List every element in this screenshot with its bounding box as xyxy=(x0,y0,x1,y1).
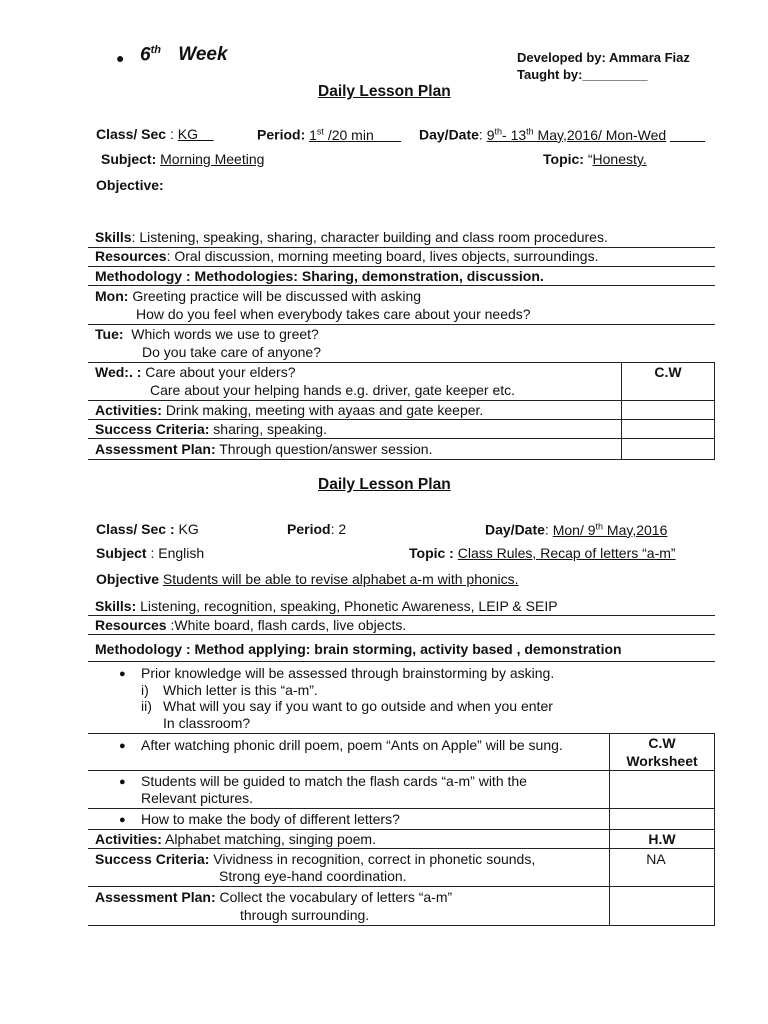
plan2-bullet1-ii-a: What will you say if you want to go outside and when you enter xyxy=(163,698,553,714)
plan2-assessment-a: Collect the vocabulary of letters “a-m” xyxy=(219,889,453,905)
plan1-table-edge xyxy=(714,362,715,459)
plan1-assessment-value: Through question/answer session. xyxy=(219,441,433,457)
plan1-objective-label: Objective: xyxy=(96,177,164,193)
plan2-rule xyxy=(88,770,715,771)
plan1-title: Daily Lesson Plan xyxy=(318,83,451,100)
week-sup: th xyxy=(150,44,161,56)
taught-by-blank: _________ xyxy=(582,67,648,82)
plan1-skills xyxy=(95,229,608,245)
plan1-subject-value: Morning Meeting xyxy=(160,151,265,167)
bullet-icon: ● xyxy=(119,776,126,788)
plan2-success-b: Strong eye-hand coordination. xyxy=(219,868,407,884)
plan1-day-b: - 13 xyxy=(502,126,527,143)
plan2-class-label: Class/ Sec : xyxy=(96,521,175,537)
plan2-rule xyxy=(88,848,715,849)
plan2-day: Day/Date: Mon/ 9th May,2016 xyxy=(485,521,668,538)
plan2-assessment-b: through surrounding. xyxy=(240,907,370,923)
plan2-assessment xyxy=(95,889,452,905)
plan2-rule xyxy=(88,733,715,734)
week-heading xyxy=(140,44,228,66)
plan1-resources xyxy=(95,248,598,264)
plan2-assessment-label: Assessment Plan: xyxy=(95,889,216,905)
plan2-na: NA xyxy=(646,851,666,867)
plan2-class xyxy=(96,521,199,537)
plan1-wed-line2: Care about your helping hands e.g. driver, gate keeper etc. xyxy=(150,382,516,398)
plan2-topic-label: Topic : xyxy=(409,545,454,561)
plan2-subject-label: Subject xyxy=(96,545,147,561)
plan1-day-sup1: th xyxy=(494,126,503,136)
plan1-topic xyxy=(543,151,647,167)
plan2-period xyxy=(287,521,346,537)
plan1-period-label: Period: xyxy=(257,126,306,143)
plan2-objective-value: Students will be able to revise alphabet a-m with phonics. xyxy=(162,571,519,587)
plan2-skills xyxy=(95,598,558,614)
plan1-success-value: sharing, speaking. xyxy=(213,421,327,437)
plan1-day-sup2: th xyxy=(526,126,534,136)
plan2-rule xyxy=(88,925,715,926)
plan2-topic xyxy=(409,545,676,561)
plan2-skills-value: Listening, recognition, speaking, Phonetic Awareness, LEIP & SEIP xyxy=(140,598,558,614)
bullet-icon: ● xyxy=(119,668,126,680)
plan2-methodology: Methodology : Method applying: brain storming, activity based , demonstration xyxy=(95,641,622,657)
plan2-bullet2: After watching phonic drill poem, poem “Ants on Apple” will be sung. xyxy=(141,737,563,753)
plan2-worksheet: Worksheet xyxy=(626,753,698,769)
plan1-skills-label: Skills xyxy=(95,229,132,245)
plan2-bullet4: How to make the body of different letters? xyxy=(141,811,400,827)
plan1-wed xyxy=(95,364,296,380)
plan2-activities-value: Alphabet matching, singing poem. xyxy=(165,831,376,847)
plan2-bullet1-ii-b: In classroom? xyxy=(163,715,251,731)
taught-by-label: Taught by: xyxy=(517,67,583,82)
plan2-rule xyxy=(88,808,715,809)
plan1-success-label: Success Criteria: xyxy=(95,421,210,437)
plan1-resources-label: Resources xyxy=(95,248,167,264)
plan2-bullet1-i: Which letter is this “a-m”. xyxy=(163,682,318,698)
plan2-resources-value: :White board, flash cards, live objects. xyxy=(170,617,407,633)
developed-by: Developed by: Ammara Fiaz xyxy=(517,50,690,65)
plan2-success xyxy=(95,851,535,867)
plan1-tue-label: Tue: xyxy=(95,326,124,342)
plan1-mon-label: Mon: xyxy=(95,288,129,304)
plan2-skills-label: Skills: xyxy=(95,598,137,614)
plan1-skills-value: : Listening, speaking, sharing, character building and class room procedures. xyxy=(131,229,608,245)
plan1-day-label: Day/Date xyxy=(419,126,479,143)
plan2-table-edge xyxy=(714,733,715,925)
plan2-activities xyxy=(95,831,376,847)
plan2-success-a: Vividness in recognition, correct in phonetic sounds, xyxy=(213,851,536,867)
bullet-icon: ● xyxy=(116,50,125,66)
plan2-rule xyxy=(88,661,715,662)
plan1-resources-value: : Oral discussion, morning meeting board, lives objects, surroundings. xyxy=(166,248,599,264)
plan2-rule xyxy=(88,634,715,635)
plan1-topic-value: Honesty. xyxy=(592,151,647,167)
plan1-rule xyxy=(88,324,715,325)
week-word: Week xyxy=(178,44,228,66)
plan1-assessment xyxy=(95,441,432,457)
plan2-resources xyxy=(95,617,406,633)
plan1-subject-label: Subject: xyxy=(101,151,157,167)
plan1-methodology: Methodology : Methodologies: Sharing, demonstration, discussion. xyxy=(95,268,544,284)
plan2-topic-value: Class Rules, Recap of letters “a-m” xyxy=(457,545,676,561)
taught-by xyxy=(517,67,648,82)
plan1-mon-line2: How do you feel when everybody takes care about your needs? xyxy=(136,306,531,322)
plan2-rule xyxy=(88,829,715,830)
plan2-objective-label: Objective xyxy=(96,571,160,587)
bullet-icon: ● xyxy=(119,814,126,826)
plan2-bullet1: Prior knowledge will be assessed through brainstorming by asking. xyxy=(141,665,555,681)
plan1-period-a: 1 xyxy=(309,126,317,143)
plan1-day-a: 9 xyxy=(486,126,495,143)
plan1-success xyxy=(95,421,327,437)
plan1-class-value: KG xyxy=(177,126,198,142)
plan2-bullet3-a: Students will be guided to match the flash cards “a-m” with the xyxy=(141,773,527,789)
plan2-hw: H.W xyxy=(648,831,676,847)
plan1-activities-label: Activities: xyxy=(95,402,162,418)
plan2-bullet3-b: Relevant pictures. xyxy=(141,790,254,806)
plan2-objective xyxy=(96,571,519,587)
plan1-wed-line1: Care about your elders? xyxy=(145,364,296,380)
plan2-success-label: Success Criteria: xyxy=(95,851,210,867)
plan1-tue xyxy=(95,326,319,342)
plan2-subject-value: : English xyxy=(150,545,205,561)
plan2-day-b: May,2016 xyxy=(603,521,668,538)
plan2-period-value: : 2 xyxy=(330,521,347,537)
plan2-bullet1-i-num: i) xyxy=(141,682,149,698)
plan1-topic-quote: “ xyxy=(587,151,593,167)
plan1-period-sup: st xyxy=(316,126,324,136)
plan2-activities-label: Activities: xyxy=(95,831,162,847)
plan1-tue-line1: Which words we use to greet? xyxy=(131,326,319,342)
plan1-mon xyxy=(95,288,421,304)
plan2-day-a: Mon/ 9 xyxy=(552,521,596,538)
plan2-rule xyxy=(88,886,715,887)
plan1-wed-cw: C.W xyxy=(654,364,682,380)
plan1-class-label: Class/ Sec xyxy=(96,126,167,142)
plan2-bullet1-ii-num: ii) xyxy=(141,698,152,714)
plan1-mon-line1: Greeting practice will be discussed with asking xyxy=(132,288,422,304)
plan2-rule xyxy=(88,615,715,616)
plan2-day-label: Day/Date xyxy=(485,521,545,538)
plan1-activities xyxy=(95,402,483,418)
plan1-assessment-label: Assessment Plan: xyxy=(95,441,216,457)
plan2-cw: C.W xyxy=(648,735,676,751)
plan1-rule xyxy=(88,285,715,286)
plan1-day: Day/Date: 9th- 13th May,2016/ Mon-Wed xyxy=(419,126,667,143)
plan1-topic-label: Topic: xyxy=(543,151,584,167)
plan1-wed-label: Wed:. : xyxy=(95,364,142,380)
plan1-tue-line2: Do you take care of anyone? xyxy=(142,344,322,360)
plan1-day-c: May,2016/ Mon-Wed xyxy=(533,126,667,143)
plan1-rule xyxy=(88,266,715,267)
plan2-class-value: KG xyxy=(178,521,199,537)
plan2-title: Daily Lesson Plan xyxy=(318,476,451,493)
bullet-icon: ● xyxy=(119,740,126,752)
plan2-resources-label: Resources xyxy=(95,617,167,633)
plan1-rule xyxy=(88,459,715,460)
plan1-class: Class/ Sec : KG xyxy=(96,126,198,142)
plan2-subject xyxy=(96,545,204,561)
plan1-period-b: /20 min xyxy=(323,126,374,143)
week-number: 6 xyxy=(140,44,151,66)
plan2-day-sup: th xyxy=(595,521,604,531)
plan1-subject xyxy=(101,151,264,167)
plan2-period-label: Period xyxy=(287,521,331,537)
plan1-activities-value: Drink making, meeting with ayaas and gate keeper. xyxy=(165,402,484,418)
plan1-period xyxy=(257,126,401,143)
